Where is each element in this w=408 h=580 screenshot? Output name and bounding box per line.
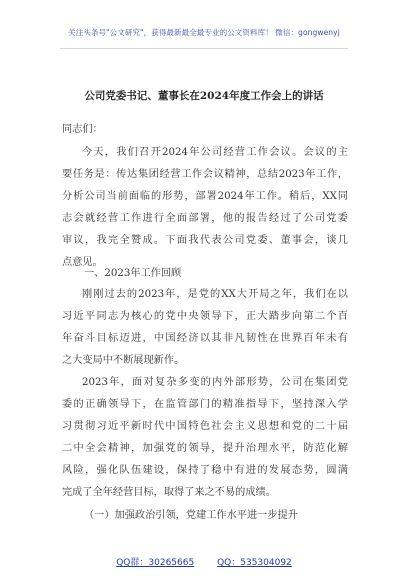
paragraph-3 (62, 372, 348, 504)
subsection-heading-1: （一）加强政治引领，党建工作水平进一步提升 (84, 510, 298, 521)
paragraph-line: 习近平同志为核心的党中央领导下，正大踏步向第二个百 (62, 311, 348, 322)
paragraph-line: 审议，我完全赞成。下面我代表公司党委、董事会，谈几 (62, 235, 348, 246)
paragraph-line: 之大变局中不断展现新作。 (62, 355, 185, 366)
header-divider (60, 48, 348, 49)
qq-group-link[interactable]: QQ群：30265665 (116, 558, 195, 568)
document-title: 公司党委书记、董事长在2024年度工作会上的讲话 (84, 90, 324, 102)
header-promo-note: 关注头条号"公文研究"，获得最新最全最专业的公文资料库！ 微信：gongwenyj (68, 28, 340, 37)
paragraph-line: 年奋斗目标迈进，中国经济以其非凡韧性在世界百年未有 (62, 333, 348, 344)
section-heading-1: 一、2023年工作回顾 (84, 268, 182, 279)
paragraph-line: 二中全会精神，加强党的领导，提升治理水平，防范化解 (62, 443, 348, 454)
paragraph-line: 风险，强化队伍建设，保持了稳中有进的发展态势，圆满 (62, 465, 348, 476)
paragraph-line: 委的正确领导下，在监管部门的精准指导下，坚持深入学 (62, 399, 348, 410)
paragraph-line: 今天，我们召开2024年公司经营工作会议。会议的主 (82, 147, 348, 158)
paragraph-2 (62, 284, 348, 372)
paragraph-line: 2023年，面对复杂多变的内外部形势，公司在集团党 (82, 377, 348, 388)
paragraph-line: 点意见。 (62, 257, 103, 268)
qq-contact-link[interactable]: QQ：535304092 (217, 558, 292, 568)
footer-contact (0, 555, 408, 568)
paragraph-1 (62, 142, 348, 274)
paragraph-line: 志会就经营工作进行全面部署，他的报告经过了公司党委 (62, 213, 348, 224)
paragraph-line: 完成了全年经营目标，取得了来之不易的成绩。 (62, 487, 276, 498)
paragraph-line: 分析公司当前面临的形势，部署2024年工作。稍后，XX同 (62, 191, 348, 202)
paragraph-line: 习贯彻习近平新时代中国特色社会主义思想和党的二十届 (62, 421, 348, 432)
salutation: 同志们： (62, 124, 103, 135)
paragraph-line: 要任务是：传达集团经营工作会议精神，总结2023年工作， (62, 169, 348, 180)
paragraph-line: 刚刚过去的2023年，是党的XX大开局之年，我们在以 (82, 289, 348, 300)
